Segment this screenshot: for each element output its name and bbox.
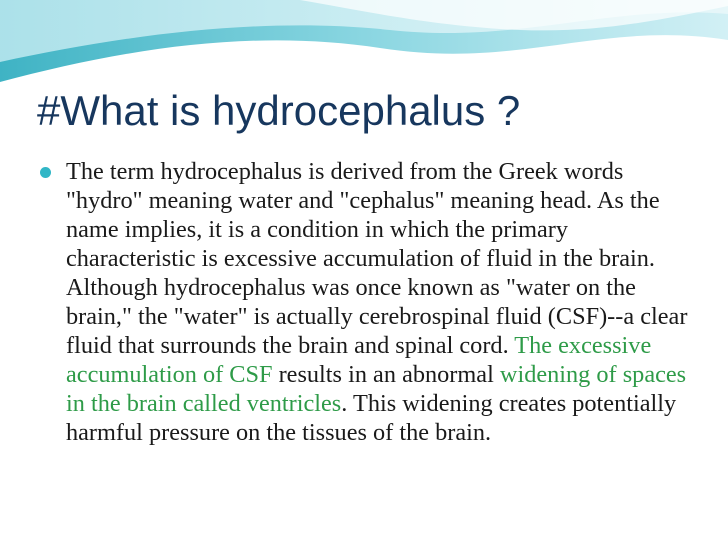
bullet-text (66, 157, 700, 447)
text-run: . This widening creates potentially harmful pressure on the tissues of the brain. (66, 390, 677, 446)
text-run: The term hydrocephalus is derived from the Greek words "hydro" meaning water and "cephalus" meaning head. As the name implies, it is a condition in which the primary characteristic is excessive accumulation of fluid in the brain. Although hydrocephalus was once known as "water on the brain," the "water" is actually cerebrospinal fluid (CSF)--a clear fluid that surrounds the brain and spinal cord. (66, 158, 688, 359)
highlighted-text: widening of spaces in the brain called ventricles (66, 361, 687, 417)
highlighted-text: The excessive accumulation of CSF (66, 332, 652, 388)
bullet-list (40, 157, 700, 447)
header-wave-decoration (0, 0, 728, 90)
slide-title: #What is hydrocephalus ? (37, 87, 521, 134)
bullet-icon (40, 167, 51, 178)
text-run: results in an abnormal (272, 361, 500, 388)
